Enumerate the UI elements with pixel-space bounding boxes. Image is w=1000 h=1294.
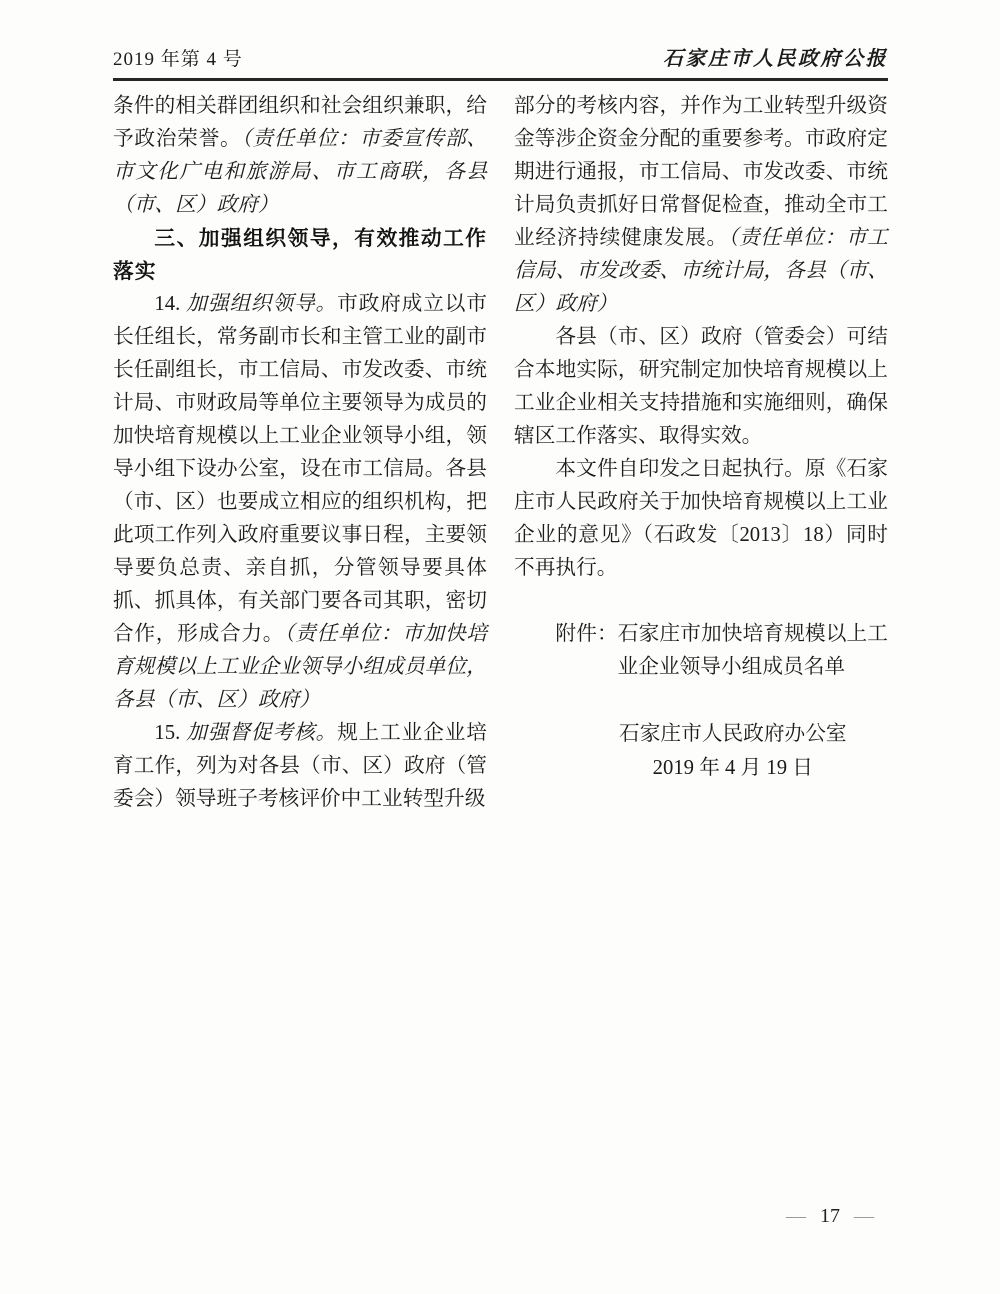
body-paragraph [113,90,487,222]
text-run-song: 附件：石家庄市加快培育规模以上工业企业领导小组成员名单 [555,623,888,678]
text-run-hei: 三、加强组织领导，有效推动工作落实 [113,227,487,283]
body-paragraph [514,453,888,585]
two-column-text-block [113,90,888,816]
text-run-song: 15. [154,722,187,744]
body-paragraph [113,717,487,816]
text-run-song: 规上工业企业培育工作，列为对各县（市、区）政府（管委会）领导班子考核评价中工业转型升级 [113,722,487,810]
section-heading [113,222,487,288]
page-number: 17 [820,1205,840,1227]
footer-left-dash: — [786,1205,806,1227]
attachment-note [514,618,888,684]
issue-number-label: 2019 年第 4 号 [113,49,243,70]
text-run-song: 本文件自印发之日起执行。原《石家庄市人民政府关于加快培育规模以上工业企业的意见》（石政发〔2013〕18）同时不再执行。 [514,458,888,579]
text-run-kai: （责任单位：市委宣传部、市文化广电和旅游局、市工商联，各县（市、区）政府） [113,128,487,216]
page-footer [786,1205,874,1228]
text-run-kai: 加强督促考核。 [186,722,338,744]
column-right [514,90,888,816]
issuing-office: 石家庄市人民政府办公室 [619,723,847,745]
text-run-song: 条件的相关群团组织和社会组织兼职，给予政治荣誉。 [113,95,487,150]
footer-right-dash: — [854,1205,874,1227]
text-run-song: 14. [154,293,187,315]
gazette-title: 石家庄市人民政府公报 [663,48,888,70]
text-run-kai: （责任单位：市工信局、市发改委、市统计局，各县（市、区）政府） [514,227,888,315]
body-paragraph [514,90,888,321]
body-paragraph [514,321,888,453]
page-header [113,42,888,81]
text-run-song: 市政府成立以市长任组长，常务副市长和主管工业的副市长任副组长，市工信局、市发改委、市统计局、市财政局等单位主要领导为成员的加快培育规模以上工业企业领导小组，领导小组下设办公室，设在市工信局。各县（市、区）也要成立相应的组织机构，把此项工作列入政府重要议事日程，主要领导要负总责、亲自抓，分管领导要具体抓、抓具体，有关部门要各司其职，密切合作，形成合力。 [113,293,487,645]
text-run-song: 部分的考核内容，并作为工业转型升级资金等涉企资金分配的重要参考。市政府定期进行通报，市工信局、市发改委、市统计局负责抓好日常督促检查，推动全市工业经济持续健康发展。 [514,95,888,249]
text-run-kai: 加强组织领导。 [186,293,338,315]
column-left [113,90,487,816]
issue-date: 2019 年 4 月 19 日 [652,757,813,779]
body-paragraph [113,288,487,717]
text-run-kai: （责任单位：市加快培育规模以上工业企业领导小组成员单位，各县（市、区）政府） [113,623,487,711]
text-run-song: 各县（市、区）政府（管委会）可结合本地实际，研究制定加快培育规模以上工业企业相关支持措施和实施细则，确保辖区工作落实、取得实效。 [514,326,888,447]
signature-block [619,717,847,785]
